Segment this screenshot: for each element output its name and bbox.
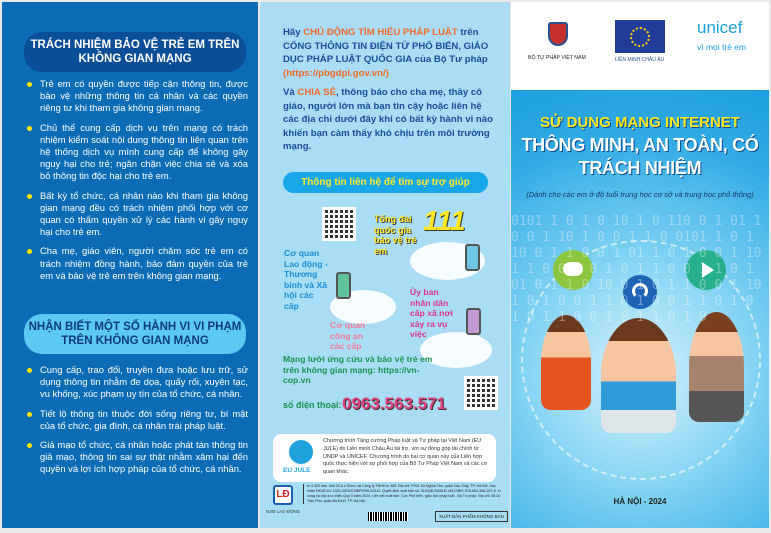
- highlight: CHỦ ĐỘNG TÌM HIỂU PHÁP LUẬT: [303, 27, 458, 38]
- pbgdpl-link[interactable]: (https://pbgdpl.gov.vn/): [283, 67, 389, 79]
- eu-jule-logo-text: EU JULE: [283, 467, 311, 474]
- eu-jule-description: Chương trình Tăng cường Pháp luật và Tư pháp tại Việt Nam (EU JULE) do Liên minh Châu Âu tài trợ, với sự đóng góp tài chính từ UNDP và UNICEF. Chương trình do hai cơ quan này của Liên hợp quốc thực hiện với sự phối hợp của Bộ Tư Pháp Việt Nam và các cơ quan khác.: [323, 438, 488, 476]
- list-item: Bất kỳ tổ chức, cá nhân nào khi tham gia không gian mạng đều có trách nhiệm phối hợp với cơ quan có thẩm quyền xử lý các hành vi gây nguy hại cho trẻ em.: [26, 190, 248, 239]
- cover-title-line1: SỬ DỤNG MẠNG INTERNET: [540, 114, 740, 131]
- publisher-name: NXB LAO ĐỘNG: [266, 509, 301, 514]
- qr-code-icon[interactable]: [322, 207, 356, 241]
- cover-subtitle: (Dành cho các em ở độ tuổi trung học cơ sở và trung học phổ thông): [526, 190, 754, 199]
- text: trên CỔNG THÔNG TIN ĐIỆN TỬ PHỔ BIẾN, GIÁO DỤC PHÁP LUẬT QUỐC GIA của Bộ Tư pháp: [283, 27, 489, 66]
- girl-with-tablet-illustration: [689, 312, 744, 422]
- barcode: [368, 512, 408, 521]
- violations-list: [26, 364, 248, 483]
- text: , thông báo cho cha mẹ, thầy cô giáo, người lớn mà bạn tin cậy hoặc liên hệ các địa chỉ dưới đây khi có bất kỳ hành vi nào khiến bạn cảm thấy khó chịu trên môi trường mạng.: [283, 87, 493, 153]
- hotline-label: Tổng đài quốc gia bảo vệ trẻ em: [374, 214, 417, 256]
- eu-flag-icon: [615, 20, 665, 53]
- unicef-tagline: vì mọi trẻ em: [697, 42, 747, 52]
- list-item: Trẻ em có quyền được tiếp cận thông tin, được bảo vệ những thông tin cá nhân và các quyền riêng tư khi tham gia không gian mạng.: [26, 78, 248, 115]
- headphones-icon: [623, 275, 657, 309]
- share-paragraph: [283, 86, 493, 154]
- phone-mascot-icon: [466, 308, 481, 335]
- unicef-logo: unicef: [697, 18, 743, 37]
- committee-label: Ủy ban nhân dân cấp xã nơi xảy ra vụ việc: [410, 287, 453, 339]
- heading-violations: NHẬN BIẾT MỘT SỐ HÀNH VI VI PHẠM TRÊN KHÔNG GIAN MẠNG: [24, 314, 246, 354]
- list-item: Chủ thể cung cấp dịch vụ trên mạng có trách nhiệm kiểm soát nội dung thông tin liên quan trên hệ thống dịch vụ mình cung cấp để không gây nguy hại cho trẻ; ngăn chặn việc chia sẻ và xóa bỏ thông tin độc hại cho trẻ em.: [26, 122, 248, 183]
- binary-background: 0101 1 0 1 0 10 1 0 110 0 1 01 1 0 0 1 10 1 0 0 1 1 0 0101 1 0 1 10 0 1 1 0 0 1 01 1 0 1 0 0 1 10 1 1 0 0 1 0 1 0 1 1 0 0 1 1 0 1 01 0 1 1 0 10 0 1 0 1 1 0 0 1 10 1 0 1 0 0 1 1 0 1 0 0 1 1 0 1 0 1 0 1 1 0 0 1 0 1 1 0 1 0: [511, 214, 762, 325]
- text: Và: [283, 87, 298, 98]
- intro-paragraph: [283, 26, 493, 80]
- cover-art: [511, 90, 769, 528]
- cover-footer: HÀ NỘI - 2024: [613, 497, 667, 506]
- not-for-sale-label: XUẤT BẢN PHẨM KHÔNG BÁN: [435, 511, 508, 522]
- video-player-icon: [686, 250, 726, 290]
- contact-info-button[interactable]: Thông tin liên hệ để tìm sự trợ giúp: [283, 172, 488, 193]
- text: Hãy: [283, 27, 304, 38]
- eu-jule-box: [273, 434, 496, 482]
- cover-title-main: THÔNG MINH, AN TOÀN, CÓ TRÁCH NHIỆM: [521, 135, 759, 178]
- publisher-logo: LĐ: [273, 485, 293, 505]
- list-item: Cung cấp, trao đổi, truyền đưa hoặc lưu trữ, sử dụng thông tin nhằm đe dọa, quấy rối, xuyên tạc, vu khống, xúc phạm uy tín của tổ chức, cá nhân.: [26, 364, 248, 401]
- qr-code-icon[interactable]: [464, 376, 498, 410]
- list-item: Tiết lộ thông tin thuộc đời sống riêng tư, bí mật của tổ chức, gia đình, cá nhân trái pháp luật.: [26, 408, 248, 432]
- police-label: Cơ quan công an các cấp: [330, 320, 366, 351]
- list-item: Giả mạo tổ chức, cá nhân hoặc phát tán thông tin giả mạo, thông tin sai sự thật nhằm xâm hại đến quyền và lợi ích hợp pháp của tổ chức, cá nhân.: [26, 439, 248, 476]
- chat-bubble-icon: [553, 250, 593, 290]
- boy-with-laptop-illustration: [601, 318, 676, 433]
- eu-jule-logo-icon: [289, 440, 313, 464]
- middle-panel: [260, 2, 510, 528]
- eu-logo-text: LIÊN MINH CHÂU ÂU: [615, 57, 665, 63]
- left-panel: [2, 2, 258, 528]
- phone-label: số điện thoại:: [283, 400, 342, 410]
- heading-child-protection: TRÁCH NHIỆM BẢO VỆ TRẺ EM TRÊN KHÔNG GIAN MẠNG: [24, 32, 246, 72]
- boy-with-phone-illustration: [541, 315, 591, 410]
- hotline-number[interactable]: 111: [423, 205, 466, 236]
- ministry-logo-text: BỘ TƯ PHÁP VIỆT NAM: [528, 55, 586, 61]
- network-info: Mạng lưới ứng cứu và bảo vệ trẻ em trên không gian mạng: https://vn-cop.vn: [283, 354, 433, 385]
- list-item: Cha mẹ, giáo viên, người chăm sóc trẻ em có trách nhiệm đồng hành, bảo đảm quyền của trẻ em và bảo vệ trẻ em trên không gian mạng.: [26, 245, 248, 282]
- cover-panel: [511, 2, 769, 528]
- phone-mascot-icon: [336, 272, 351, 299]
- ministry-emblem-icon: [548, 22, 568, 46]
- labor-agency-label: Cơ quan Lao động - Thương binh và Xã hội các cấp: [284, 248, 328, 311]
- phone-mascot-icon: [465, 244, 480, 271]
- highlight: CHIA SẺ: [297, 87, 336, 98]
- responsibility-list: [26, 78, 248, 289]
- phone-number[interactable]: 0963.563.571: [342, 394, 446, 413]
- imprint-text: In 4.300 bản, khổ 20,5 x 30cm, tại Công ty TNHH in 368. Địa chỉ: P201 Số Nghĩa Tân, quận Cầu Giấy, TP. Hà Nội. Xác nhận ĐKXB số: 1320-2024/CXBIPH/06-02/LĐ. Quyết định xuất bản số: 419/QĐ-NXBLĐ. Mã ISBN: 978-604-368-237-8. In xong và nộp lưu chiểu Quý II năm 2024. Liên kết xuất bản: Cục Phổ biến, giáo dục pháp luật - Bộ Tư pháp. Địa chỉ: 58-60 Trần Phú, quận Ba Đình, TP. Hà Nội.: [303, 484, 503, 504]
